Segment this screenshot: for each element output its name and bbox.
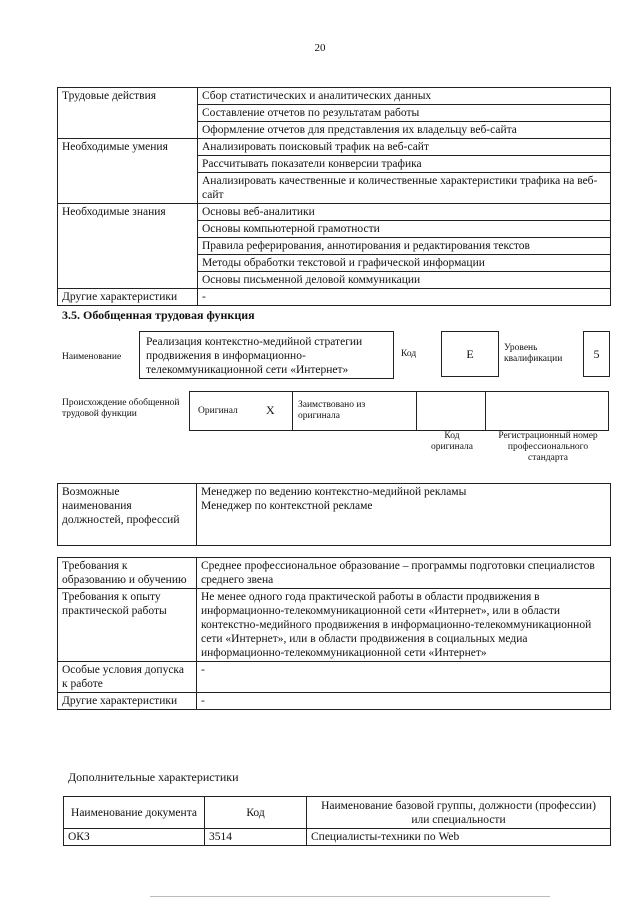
row-label: Другие характеристики: [58, 289, 198, 306]
table-cell: Основы письменной деловой коммуникации: [198, 272, 611, 289]
table-cell: -: [197, 662, 611, 693]
table-cell: Не менее одного года практической работы в области продвижения в информационно-телекоммуникационной сети «Интернет», или в области контекстно-медийного продвижения в информационно-телекоммуникационной сети «Интернет», или в области продвижения в социальных медиа информационно-телекоммуникационной сети «Интернет»: [197, 589, 611, 662]
table-row: [58, 204, 611, 221]
table-row: [58, 558, 611, 589]
origin-divider: [416, 391, 417, 431]
position-name: Менеджер по контекстной рекламе: [201, 500, 373, 512]
table-row: [64, 829, 611, 846]
table-cell: Правила реферирования, аннотирования и редактирования текстов: [198, 238, 611, 255]
requirements-table: [57, 557, 611, 710]
table-cell: Оформление отчетов для представления их владельцу веб-сайта: [198, 122, 611, 139]
code-label: Код: [401, 349, 417, 359]
level-value: 5: [583, 331, 610, 377]
table-row: [58, 693, 611, 710]
original-mark: X: [266, 403, 275, 417]
row-label: Требования к опыту практической работы: [58, 589, 197, 662]
table-cell: Анализировать поисковый трафик на веб-сайт: [198, 139, 611, 156]
table-cell: Специалисты-техники по Web: [307, 829, 611, 846]
row-label: Необходимые умения: [58, 139, 198, 204]
additional-table: [63, 796, 611, 846]
borrowed-label: Заимствовано из оригинала: [298, 400, 366, 421]
origin-divider: [485, 391, 486, 431]
bottom-divider: [150, 896, 550, 897]
row-label: Необходимые знания: [58, 204, 198, 289]
table-cell: Рассчитывать показатели конверсии трафика: [198, 156, 611, 173]
code-value: E: [441, 331, 499, 377]
row-label: Другие характеристики: [58, 693, 197, 710]
table-cell: Среднее профессиональное образование – программы подготовки специалистов среднего звена: [197, 558, 611, 589]
table-cell: -: [198, 289, 611, 306]
origin-label: Происхождение обобщенной трудовой функции: [62, 398, 180, 419]
code-original-label: Код оригинала: [431, 431, 473, 452]
table-cell: Основы веб-аналитики: [198, 204, 611, 221]
table-row: [58, 289, 611, 306]
level-label: Уровень квалификации: [504, 343, 563, 364]
table-row: [58, 484, 611, 546]
table-cell: ОКЗ: [64, 829, 205, 846]
table-header-row: [64, 797, 611, 829]
origin-divider: [292, 391, 293, 431]
table-row: [58, 88, 611, 105]
table-cell: [197, 484, 611, 546]
name-box: [139, 331, 394, 379]
table-row: [58, 139, 611, 156]
section-title: 3.5. Обобщенная трудовая функция: [62, 308, 255, 322]
name-value: Реализация контекстно-медийной стратегии продвижения в информационно-телекоммуникационной сети «Интернет»: [146, 336, 363, 376]
table-cell: Сбор статистических и аналитических данных: [198, 88, 611, 105]
additional-title: Дополнительные характеристики: [68, 770, 239, 784]
table-cell: Методы обработки текстовой и графической информации: [198, 255, 611, 272]
name-label: Наименование: [62, 352, 122, 362]
positions-table: [57, 483, 611, 546]
row-label: Возможные наименования должностей, профессий: [58, 484, 197, 546]
original-label: Оригинал: [198, 406, 238, 416]
page-number: 20: [314, 42, 326, 54]
table-cell: Составление отчетов по результатам работы: [198, 105, 611, 122]
row-label: Трудовые действия: [58, 88, 198, 139]
labor-functions-table: [57, 87, 611, 306]
row-label: Особые условия допуска к работе: [58, 662, 197, 693]
row-label: Требования к образованию и обучению: [58, 558, 197, 589]
table-cell: 3514: [205, 829, 307, 846]
position-name: Менеджер по ведению контекстно-медийной рекламы: [201, 486, 467, 498]
table-row: [58, 589, 611, 662]
column-header: Наименование базовой группы, должности (профессии) или специальности: [307, 797, 611, 829]
table-row: [58, 662, 611, 693]
reg-number-label: Регистрационный номер профессионального стандарта: [498, 431, 598, 463]
column-header: Код: [205, 797, 307, 829]
table-cell: -: [197, 693, 611, 710]
column-header: Наименование документа: [64, 797, 205, 829]
table-cell: Анализировать качественные и количественные характеристики трафика на веб-сайт: [198, 173, 611, 204]
table-cell: Основы компьютерной грамотности: [198, 221, 611, 238]
